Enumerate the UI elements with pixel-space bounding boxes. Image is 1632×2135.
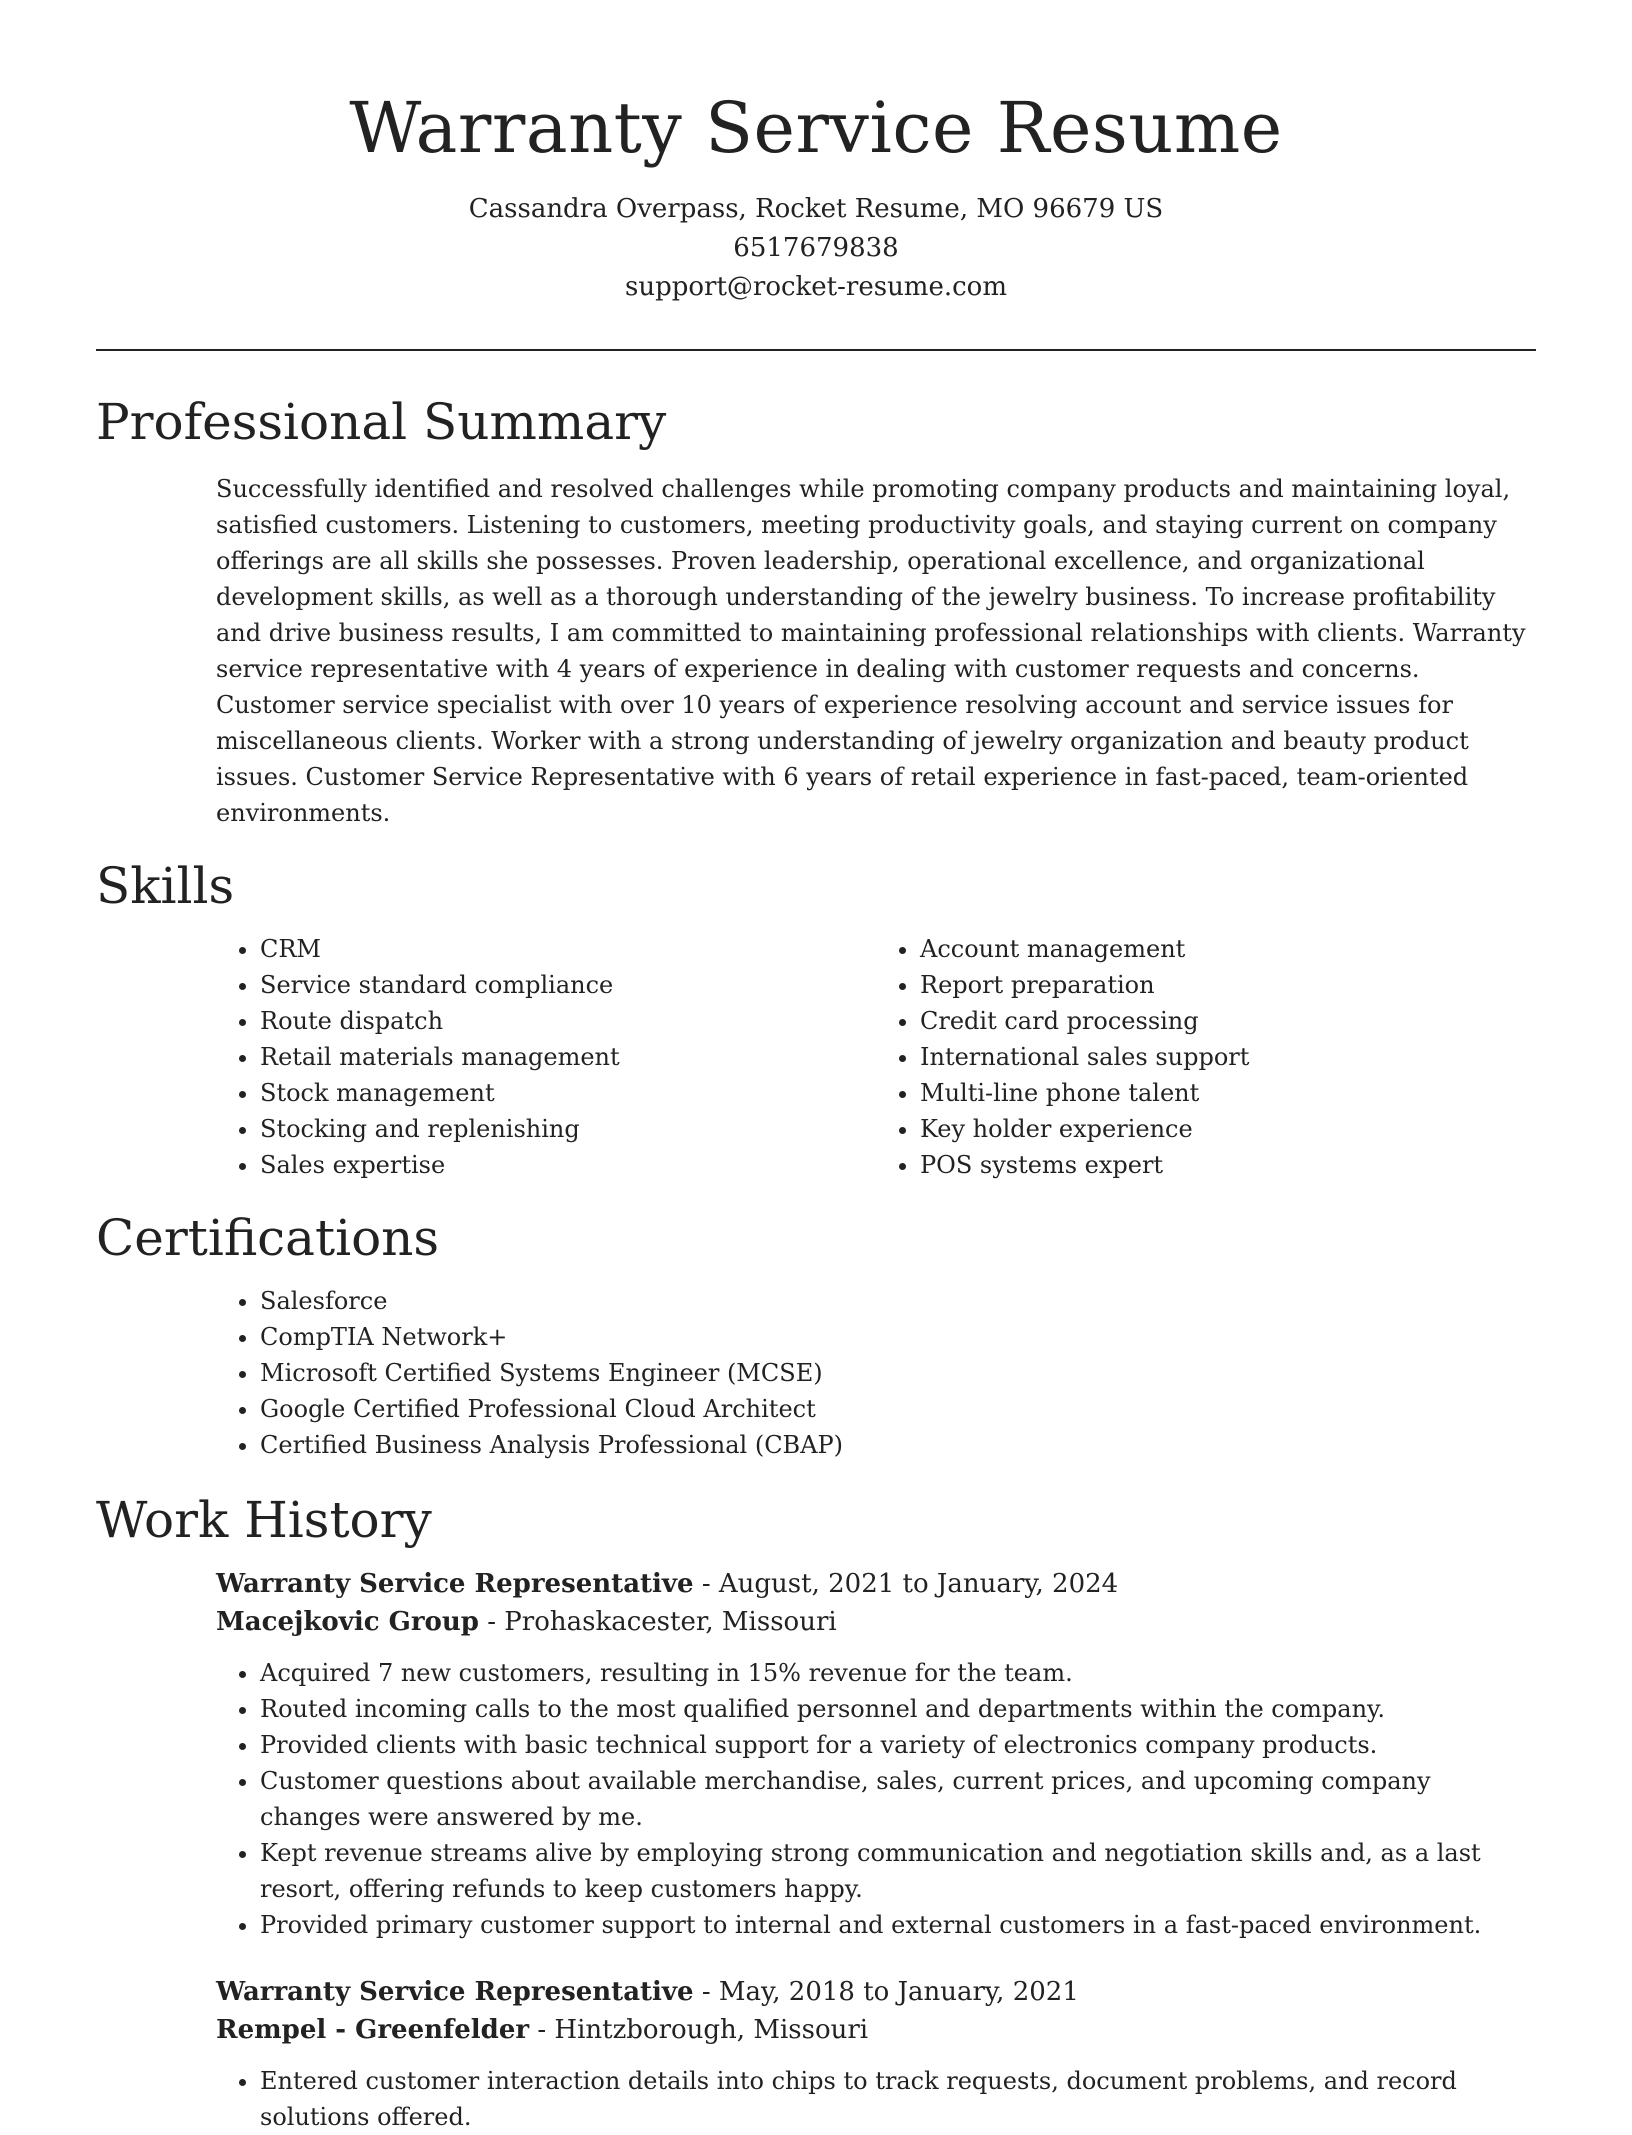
- job-title-line: [216, 1973, 1536, 2011]
- contact-email: support@rocket-resume.com: [624, 272, 1007, 302]
- skill-item: • CRM: [260, 931, 876, 967]
- skill-item: • Stock management: [260, 1075, 876, 1111]
- skill-item: • Account management: [920, 931, 1536, 967]
- job-title-line: [216, 1565, 1536, 1603]
- job-duty: • Acquired 7 new customers, resulting in 15% revenue for the team.: [260, 1655, 1536, 1691]
- skill-item: • Retail materials management: [260, 1039, 876, 1075]
- job-dates: - August, 2021 to January, 2024: [693, 1569, 1119, 1599]
- job-dates: - May, 2018 to January, 2021: [693, 1977, 1079, 2007]
- contact-address: Cassandra Overpass, Rocket Resume, MO 96679 US: [468, 194, 1164, 224]
- job-company: Rempel - Greenfelder: [216, 2015, 530, 2045]
- job-location: - Prohaskacester, Missouri: [478, 1607, 837, 1637]
- contact-info: [96, 190, 1536, 307]
- job-location: - Hintzborough, Missouri: [529, 2015, 869, 2045]
- skill-item: • Route dispatch: [260, 1003, 876, 1039]
- resume-page: [96, 80, 1536, 2135]
- job-duty: • Entered customer interaction details into chips to track requests, document problems, and record solutions offered.: [260, 2063, 1536, 2135]
- skill-item: • Key holder experience: [920, 1111, 1536, 1147]
- skill-item: • Stocking and replenishing: [260, 1111, 876, 1147]
- job-duty: • Provided primary customer support to internal and external customers in a fast-paced environment.: [260, 1907, 1536, 1943]
- job-duty: • Provided clients with basic technical support for a variety of electronics company products.: [260, 1727, 1536, 1763]
- job-title: Warranty Service Representative: [216, 1977, 694, 2007]
- certification-item: • Salesforce: [260, 1283, 1536, 1319]
- certification-item: • Microsoft Certified Systems Engineer (MCSE): [260, 1355, 1536, 1391]
- job-company: Macejkovic Group: [216, 1607, 479, 1637]
- resume-title: Warranty Service Resume: [349, 87, 1283, 169]
- summary-heading: Professional Summary: [96, 393, 667, 451]
- job-duties-list: [216, 2063, 1536, 2135]
- skills-list: [216, 931, 1536, 1183]
- certification-item: • Google Certified Professional Cloud Architect: [260, 1391, 1536, 1427]
- job-duty: • Kept revenue streams alive by employing strong communication and negotiation skills and, as a last resort, offering refunds to keep customers happy.: [260, 1835, 1536, 1907]
- job-entry: [216, 1565, 1536, 1943]
- skill-item: • Service standard compliance: [260, 967, 876, 1003]
- certification-item: • CompTIA Network+: [260, 1319, 1536, 1355]
- certifications-list: [216, 1283, 1536, 1463]
- skill-item: • Multi-line phone talent: [920, 1075, 1536, 1111]
- certifications-heading: Certifications: [96, 1209, 440, 1267]
- skill-item: • POS systems expert: [920, 1147, 1536, 1183]
- skills-heading: Skills: [96, 857, 235, 915]
- header-divider: [96, 349, 1536, 351]
- skill-item: • Sales expertise: [260, 1147, 876, 1183]
- skill-item: • International sales support: [920, 1039, 1536, 1075]
- job-entry: [216, 1973, 1536, 2135]
- job-company-line: [216, 1603, 1536, 1641]
- job-duty: • Routed incoming calls to the most qualified personnel and departments within the company.: [260, 1691, 1536, 1727]
- skills-column-right: [876, 931, 1536, 1183]
- skills-column-left: [216, 931, 876, 1183]
- work-history-heading: Work History: [96, 1491, 432, 1549]
- job-company-line: [216, 2011, 1536, 2049]
- job-title: Warranty Service Representative: [216, 1569, 694, 1599]
- contact-phone: 6517679838: [733, 233, 899, 263]
- certification-item: • Certified Business Analysis Professional (CBAP): [260, 1427, 1536, 1463]
- summary-text: Successfully identified and resolved challenges while promoting company products and maintaining loyal, satisfied customers. Listening to customers, meeting productivity goals, and staying current on company offerings are all skills she possesses. Proven leadership, operational excellence, and organizational development skills, as well as a thorough understanding of the jewelry business. To increase profitability and drive business results, I am committed to maintaining professional relationships with clients. Warranty service representative with 4 years of experience in dealing with customer requests and concerns. Customer service specialist with over 10 years of experience resolving account and service issues for miscellaneous clients. Worker with a strong understanding of jewelry organization and beauty product issues. Customer Service Representative with 6 years of retail experience in fast-paced, team-oriented environments.: [216, 475, 1526, 827]
- job-duty: • Customer questions about available merchandise, sales, current prices, and upcoming company changes were answered by me.: [260, 1763, 1536, 1835]
- skill-item: • Credit card processing: [920, 1003, 1536, 1039]
- skill-item: • Report preparation: [920, 967, 1536, 1003]
- job-duties-list: [216, 1655, 1536, 1943]
